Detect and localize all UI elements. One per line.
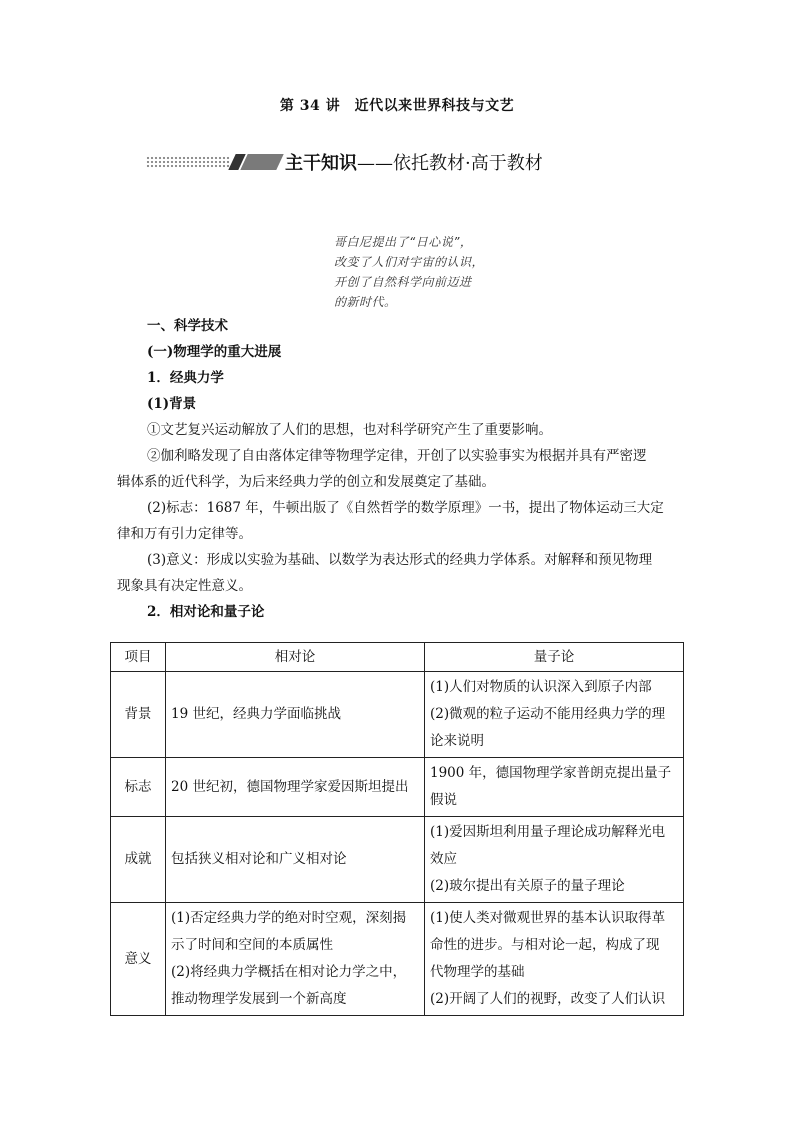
- cell-line: 推动物理学发展到一个新高度: [171, 991, 347, 1007]
- table-row: [111, 758, 684, 817]
- cell-line: 论来说明: [430, 733, 484, 749]
- handwritten-line: 的新时代。: [334, 295, 397, 309]
- background-point-2-line1: ②伽利略发现了自由落体定律等物理学定律，开创了以实验事实为根据并具有严密逻: [147, 448, 647, 464]
- table-header-row: [111, 643, 684, 672]
- main-content: [117, 313, 680, 625]
- cell-line: (1)人们对物质的认识深入到原子内部: [430, 679, 652, 695]
- meaning-paragraph-line2: 现象具有决定性意义。: [117, 578, 252, 594]
- table-cell-quantum: [425, 903, 684, 1016]
- banner-text: [285, 149, 543, 175]
- table-cell-relativity: [166, 672, 425, 758]
- handwritten-line: 改变了人们对宇宙的认识，: [334, 255, 485, 269]
- cell-line: (1)否定经典力学的绝对时空观，深刻揭: [171, 910, 407, 926]
- cell-line: 效应: [430, 851, 457, 867]
- background-point-2-line2: 辑体系的近代科学，为后来经典力学的创立和发展奠定了基础。: [117, 474, 495, 490]
- table-cell-quantum: [425, 672, 684, 758]
- table-row: [111, 903, 684, 1016]
- table-cell-item: 标志: [111, 758, 166, 817]
- item-heading-classical-mechanics: 1．经典力学: [147, 370, 224, 386]
- banner-dot-pattern: [146, 156, 230, 168]
- cell-line: 包括狭义相对论和广义相对论: [171, 851, 347, 867]
- cell-line: 代物理学的基础: [430, 964, 525, 980]
- cell-line: 1900 年，德国物理学家普朗克提出量子: [430, 765, 672, 781]
- section-heading-science: 一、科学技术: [147, 318, 228, 334]
- table-header-quantum: 量子论: [425, 643, 684, 672]
- page-title: 第 34 讲 近代以来世界科技与文艺: [279, 98, 515, 114]
- table-header-item: 项目: [111, 643, 166, 672]
- cell-line: 19 世纪，经典力学面临挑战: [171, 706, 341, 722]
- table-cell-item: 意义: [111, 903, 166, 1016]
- cell-line: 20 世纪初，德国物理学家爱因斯坦提出: [171, 778, 409, 795]
- item-heading-relativity-quantum: 2．相对论和量子论: [147, 604, 265, 620]
- mark-paragraph-line2: 律和万有引力定律等。: [117, 526, 252, 542]
- banner-main-title: 主干知识: [285, 153, 357, 174]
- cell-line: 示了时间和空间的本质属性: [171, 937, 333, 953]
- handwritten-line: 哥白尼提出了“日心说”，: [334, 235, 473, 249]
- table-cell-item: 背景: [111, 672, 166, 758]
- cell-line: (1)使人类对微观世界的基本认识取得革: [430, 910, 666, 926]
- cell-line: 命性的进步。与相对论一起，构成了现: [430, 937, 660, 953]
- meaning-paragraph-line1: (3)意义：形成以实验为基础、以数学为表达形式的经典力学体系。对解释和预见物理: [147, 552, 653, 568]
- background-point-1: ①文艺复兴运动解放了人们的思想，也对科学研究产生了重要影响。: [147, 422, 552, 438]
- table-cell-relativity: [166, 903, 425, 1016]
- handwritten-note: [334, 232, 534, 312]
- table-cell-quantum: [425, 758, 684, 817]
- item-heading-background: (1)背景: [147, 396, 197, 412]
- table-cell-quantum: [425, 817, 684, 903]
- table-header-relativity: 相对论: [166, 643, 425, 672]
- cell-line: (2)微观的粒子运动不能用经典力学的理: [430, 706, 666, 722]
- table-row: [111, 817, 684, 903]
- subsection-heading-physics: (一)物理学的重大进展: [147, 344, 282, 360]
- table-row: [111, 672, 684, 758]
- cell-line: (2)玻尔提出有关原子的量子理论: [430, 878, 625, 894]
- section-banner: [146, 150, 666, 176]
- cell-line: (2)将经典力学概括在相对论力学之中，: [171, 964, 407, 980]
- cell-line: 假说: [430, 792, 457, 808]
- cell-line: (2)开阔了人们的视野，改变了人们认识: [430, 991, 666, 1007]
- handwritten-line: 开创了自然科学向前迈进: [334, 275, 472, 289]
- banner-subtitle: ——依托教材·高于教材: [357, 153, 543, 174]
- table-cell-item: 成就: [111, 817, 166, 903]
- banner-bar-decoration: [240, 154, 283, 170]
- table-cell-relativity: [166, 817, 425, 903]
- mark-paragraph-line1: (2)标志：1687 年，牛顿出版了《自然哲学的数学原理》一书，提出了物体运动三大定: [147, 500, 664, 516]
- cell-line: (1)爱因斯坦利用量子理论成功解释光电: [430, 824, 666, 840]
- table-cell-relativity: [166, 758, 425, 817]
- comparison-table: [110, 642, 684, 1016]
